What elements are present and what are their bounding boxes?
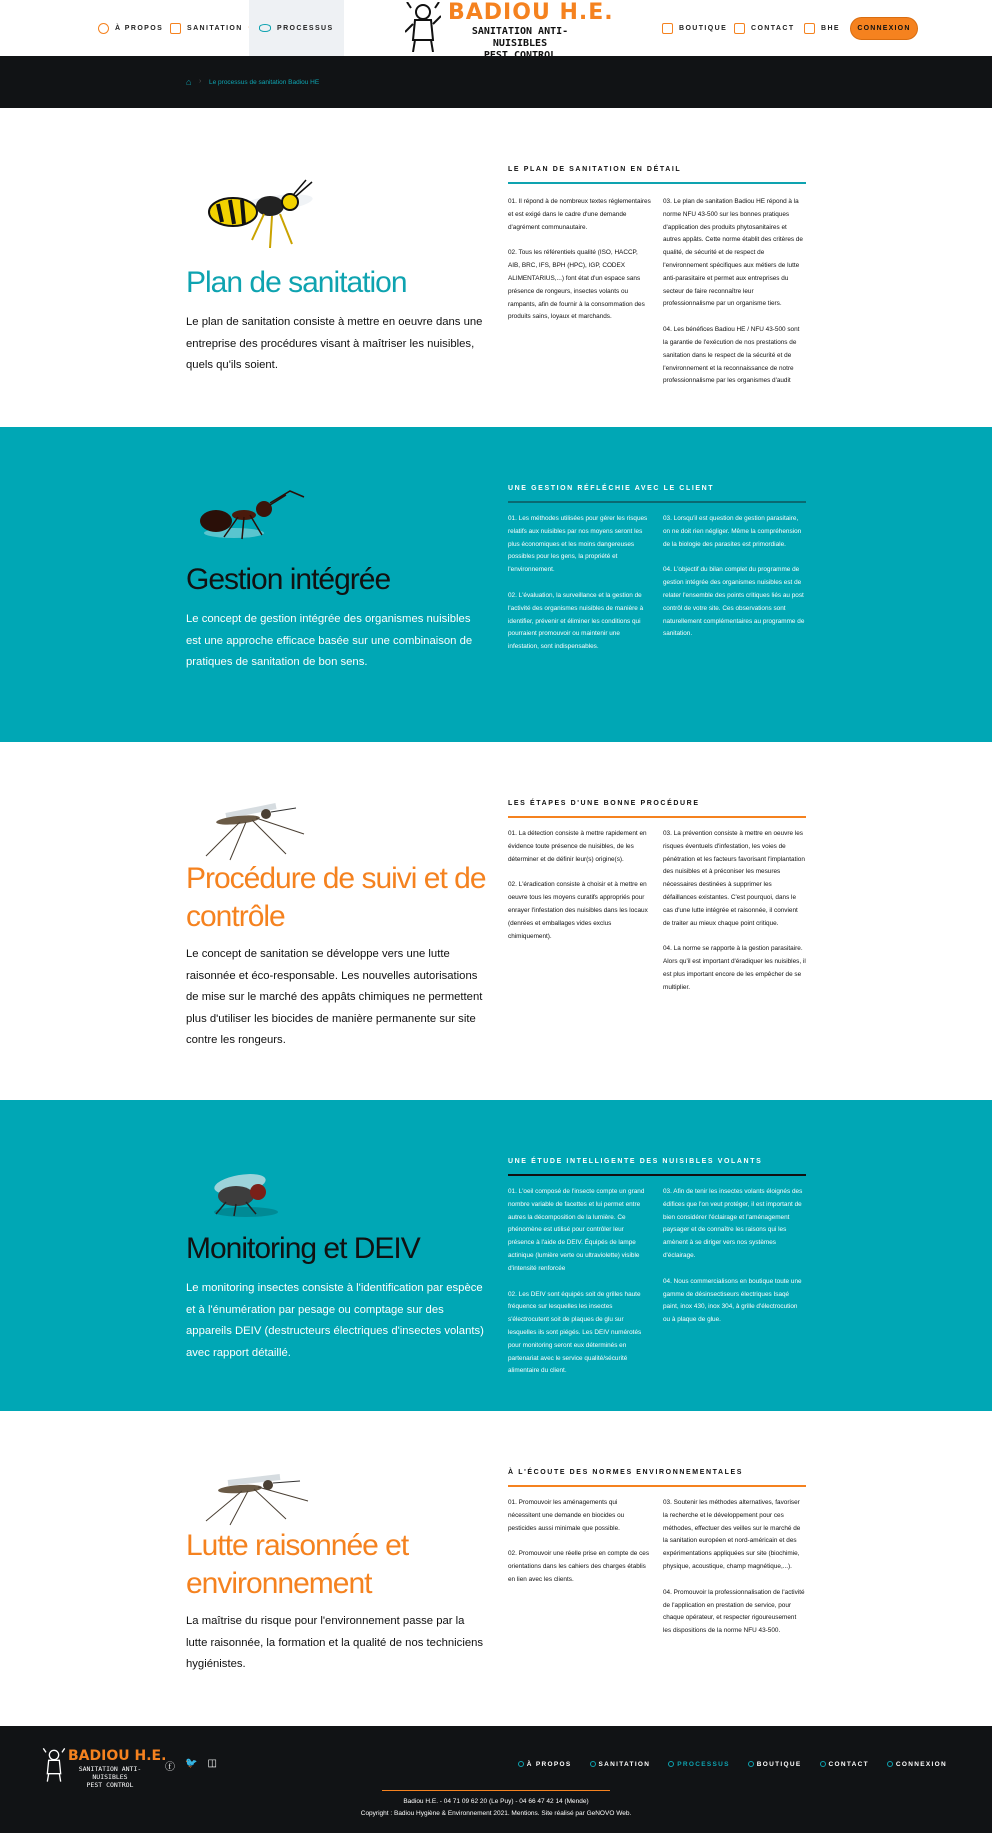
details-column-1 xyxy=(508,1497,651,1600)
section-lead: Le plan de sanitation consiste à mettre en oeuvre dans une entreprise des procédures visant à maîtriser les nuisibles, quels qu'ils soient. xyxy=(186,316,483,371)
detail-item: 02. L'évaluation, la surveillance et la gestion de l'activité des organismes nuisibles de manière à identifier, prévenir et éliminer les conditions qui pourraient promouvoir ou maintenir une infestation, sont indispensables. xyxy=(508,591,644,651)
section-title: Monitoring et DEIV xyxy=(186,1232,420,1265)
nav-item-processus[interactable]: PROCESSUS xyxy=(249,0,344,56)
footer-contact: Badiou H.E. - 04 71 09 62 20 (Le Puy) - 04 66 47 42 14 (Mende) xyxy=(403,1798,589,1805)
eye-icon xyxy=(668,1761,674,1767)
logo-figure-icon xyxy=(42,1748,66,1782)
detail-item: 01. Il répond à de nombreux textes réglementaires et est exigé dans le cadre d'une demande d'agrément communautaire. xyxy=(508,198,651,231)
logo-subtitle: SANITATION ANTI-NUISIBLES xyxy=(471,26,569,49)
section-title: Lutte raisonnée et environnement xyxy=(186,1529,409,1600)
home-gear-icon xyxy=(170,23,181,34)
house-icon xyxy=(804,23,815,34)
home-icon[interactable]: ⌂ xyxy=(186,77,192,87)
mail-icon xyxy=(820,1761,826,1767)
detail-item: 02. Les DEIV sont équipés soit de grilles haute fréquence sur lesquelles les insectes s'électrocutent soit de plaques de glu sur lesquelles ils sont piégés. Les DEIV numérotés pour monitoring seront eux déterminés en partenariat avec le service qualité/sécurité alimentaire du client. xyxy=(508,1290,642,1375)
section-lead: Le concept de gestion intégrée des organismes nuisibles est une approche efficace basée sur une combinaison de pratiques de sanitation de bon sens. xyxy=(186,613,473,668)
footer-nav xyxy=(518,1761,947,1768)
breadcrumb-current[interactable]: Le processus de sanitation Badiou HE xyxy=(209,79,320,86)
home-gear-icon xyxy=(590,1761,596,1767)
section-kicker: UNE GESTION RÉFLÉCHIE AVEC LE CLIENT xyxy=(508,485,715,492)
instagram-icon[interactable]: ◫ xyxy=(207,1758,217,1769)
nav-item-contact[interactable]: CONTACT xyxy=(734,0,795,56)
details-column-1 xyxy=(508,513,651,667)
mail-icon xyxy=(734,23,745,34)
nav-item-sanitation[interactable]: SANITATION xyxy=(170,0,254,56)
detail-item: 01. Les méthodes utilisées pour gérer les risques relatifs aux nuisibles par nos moyens seront les plus économiques et les moins dangereuses possibles pour les gens, la propriété et l'environnement. xyxy=(508,515,648,574)
facebook-icon[interactable]: ⓕ xyxy=(165,1762,175,1773)
details-column-2 xyxy=(663,1186,806,1340)
footer-nav-connexion[interactable]: CONNEXION xyxy=(887,1761,947,1768)
connexion-button[interactable]: CONNEXION xyxy=(850,17,918,40)
footer-nav-sanitation[interactable]: SANITATION xyxy=(590,1761,651,1768)
detail-item: 04. Les bénéfices Badiou HE / NFU 43-500 sont la garantie de l'exécution de nos prestations de sanitation dans le respect de la sécurité et de l'environnement et la reconnaissance de notre professionnalisme par les organismes d'audit xyxy=(663,326,800,385)
site-footer xyxy=(0,1726,992,1833)
mosquito-image xyxy=(188,1469,318,1529)
breadcrumb-separator: › xyxy=(199,78,202,85)
details-column-1 xyxy=(508,828,651,956)
section-title: Procédure de suivi et de contrôle xyxy=(186,862,486,933)
detail-item: 03. La prévention consiste à mettre en oeuvre les risques éventuels d'infestation, les voies de pénétration et les facteurs favorisant l'implantation des nuisibles et à préconiser les mesures nécessaires destinées à supprimer les défaillances existantes. C'est pourquoi, dans le cas d'une lutte intégrée et raisonnée, il convient de traiter au mieux chaque point critique. xyxy=(663,830,805,927)
section-procedure-suivi xyxy=(0,742,992,1100)
ant-image xyxy=(186,487,316,552)
detail-item: 04. La norme se rapporte à la gestion parasitaire. Alors qu'il est important d'éradiquer les nuisibles, il est plus important encore de les empêcher de se multiplier. xyxy=(663,945,806,991)
detail-item: 04. Nous commercialisons en boutique toute une gamme de désinsectiseurs électriques Isaqé paint, inox 430, inox 304, à grille d'électrocution ou à plaque de glue. xyxy=(663,1277,802,1324)
question-icon xyxy=(98,23,109,34)
nav-item-bhe[interactable]: BHE xyxy=(804,0,840,56)
footer-nav-a-propos[interactable]: À PROPOS xyxy=(518,1761,572,1768)
mosquito-image xyxy=(186,798,316,863)
nav-item-boutique[interactable]: BOUTIQUE xyxy=(662,0,727,56)
tag-icon xyxy=(662,23,673,34)
section-kicker: LES ÉTAPES D'UNE BONNE PROCÉDURE xyxy=(508,800,700,807)
section-kicker: UNE ÉTUDE INTELLIGENTE DES NUISIBLES VOLANTS xyxy=(508,1158,763,1165)
details-column-2 xyxy=(663,513,806,654)
footer-logo-subtitle-2: PEST CONTROL xyxy=(86,1781,134,1789)
section-gestion-integree xyxy=(0,427,992,742)
footer-nav-boutique[interactable]: BOUTIQUE xyxy=(748,1761,802,1768)
eye-icon xyxy=(259,24,271,32)
nav-item-a-propos[interactable]: À PROPOS xyxy=(98,0,163,56)
footer-copyright: Copyright : Badiou Hygiène & Environnement 2021. Mentions. Site réalisé par GeNOVO Web. xyxy=(360,1810,632,1817)
kicker-underline xyxy=(508,182,806,184)
section-lead: Le monitoring insectes consiste à l'identification par espèce et à l'énumération par pesage ou comptage sur des appareils DEIV (destructeurs électriques d'insectes volants) avec rapport détaillé. xyxy=(186,1282,484,1359)
section-lutte-raisonnee xyxy=(0,1411,992,1726)
section-kicker: LE PLAN DE SANITATION EN DÉTAIL xyxy=(508,166,682,173)
footer-nav-contact[interactable]: CONTACT xyxy=(820,1761,869,1768)
section-title: Gestion intégrée xyxy=(186,563,391,596)
footer-divider xyxy=(382,1790,610,1791)
kicker-underline xyxy=(508,1174,806,1176)
section-monitoring-deiv xyxy=(0,1100,992,1411)
detail-item: 03. Afin de tenir les insectes volants éloignés des édifices que l'on veut protéger, il est important de bien considérer l'éclairage et l'aménagement paysager et de connaître les raisons qui les amènent à se diriger vers nos systèmes d'éclairage. xyxy=(663,1188,803,1259)
fly-image xyxy=(196,1168,296,1222)
details-column-2 xyxy=(663,196,806,401)
social-links xyxy=(165,1758,217,1773)
section-plan-sanitation xyxy=(0,108,992,427)
detail-item: 01. La détection consiste à mettre rapidement en évidence toute présence de nuisibles, de les déterminer et de définir leur(s) origine(s). xyxy=(508,830,647,863)
kicker-underline xyxy=(508,501,806,503)
detail-item: 01. L'oeil composé de l'insecte compte un grand nombre variable de facettes et lui permet entre autres la décomposition de la lumière. Ce phénomène est utilisé pour contrôler leur présence à l'aide de DEIV. Équipés de lampe actinique (lumière verte ou ultraviolette) visible d'intensité renforcée xyxy=(508,1188,645,1272)
wasp-image xyxy=(188,178,328,258)
footer-logo-subtitle: SANITATION ANTI-NUISIBLES xyxy=(78,1765,142,1781)
section-kicker: À L'ÉCOUTE DES NORMES ENVIRONNEMENTALES xyxy=(508,1469,744,1476)
detail-item: 03. Le plan de sanitation Badiou HE répond à la norme NFU 43-500 sur les bonnes pratiques d'application des produits phytosanitaires et autres appâts. Cette norme établit des critères de qualité, de sécurité et de respect de l'environnement spécifiques aux métiers de lutte anti-parasitaire et permet aux entreprises du secteur de faire reconnaître leur professionnalisme par un organisme tiers. xyxy=(663,198,803,308)
detail-item: 01. Promouvoir les aménagements qui nécessitent une demande en biocides ou pesticides aussi minimale que possible. xyxy=(508,1499,625,1532)
detail-item: 04. L'objectif du bilan complet du programme de gestion intégrée des organismes nuisibles est de relater l'ensemble des points critiques liés au post contrôl de votre site. Ces observations sont naturellement complémentaires au programme de sanitation. xyxy=(663,566,805,638)
detail-item: 02. L'éradication consiste à choisir et à mettre en oeuvre tous les moyens curatifs appropriés pour enrayer l'infestation des nuisibles dans les locaux (denrées et emballages vides exclus chimiquement). xyxy=(508,881,648,940)
footer-logo-title: BADIOU H.E. xyxy=(68,1748,167,1764)
kicker-underline xyxy=(508,1485,806,1487)
details-column-2 xyxy=(663,828,806,1008)
detail-item: 04. Promouvoir la professionnalisation de l'activité de l'application en prestation de service, pour chaque opérateur, et respecter rigoureusement les dispositions de la norme NFU 43-500. xyxy=(663,1588,805,1635)
section-lead: La maîtrise du risque pour l'environnement passe par la lutte raisonnée, la formation et la qualité de nos techniciens hygiénistes. xyxy=(186,1615,484,1670)
tag-icon xyxy=(748,1761,754,1767)
detail-item: 03. Lorsqu'il est question de gestion parasitaire, on ne doit rien négliger. Même la compréhension de la biologie des parasites est primordiale. xyxy=(663,515,802,548)
question-icon xyxy=(518,1761,524,1767)
section-lead: Le concept de sanitation se développe vers une lutte raisonnée et éco-responsable. Les nouvelles autorisations de mise sur le marché des appâts chimiques ne permettent plus d'utiliser les biocides de manière permanente sur site contre les rongeurs. xyxy=(186,948,483,1046)
breadcrumb xyxy=(0,56,992,108)
logo-figure-icon xyxy=(405,2,441,52)
user-icon xyxy=(887,1761,893,1767)
kicker-underline xyxy=(508,816,806,818)
details-column-2 xyxy=(663,1497,806,1651)
detail-item: 02. Promouvoir une réelle prise en compte de ces orientations dans les cahiers des charges établis en lien avec les clients. xyxy=(508,1550,650,1583)
details-column-1 xyxy=(508,196,651,337)
footer-nav-processus[interactable]: PROCESSUS xyxy=(668,1761,730,1768)
logo-title: BADIOU H.E. xyxy=(448,0,614,25)
twitter-icon[interactable]: 🐦 xyxy=(185,1758,198,1769)
details-column-1 xyxy=(508,1186,651,1391)
detail-item: 03. Soutenir les méthodes alternatives, favoriser la recherche et le développement pour ces méthodes, effectuer des veilles sur le marché de la sanitation européen et nord-américain et des expérimentations appliquées sur site (biochimie, physique, acoustique, champ magnétique,...). xyxy=(663,1499,801,1570)
detail-item: 02. Tous les référentiels qualité (ISO, HACCP, AIB, BRC, IFS, BPH (HPC), IGP, CODEX ALIMENTARIUS,...) font état d'un espace sans présence de rongeurs, insectes volants ou rampants, afin de fournir à la consommation des produits sains, loyaux et marchands. xyxy=(508,249,645,321)
site-header xyxy=(0,0,992,56)
section-title: Plan de sanitation xyxy=(186,266,407,299)
